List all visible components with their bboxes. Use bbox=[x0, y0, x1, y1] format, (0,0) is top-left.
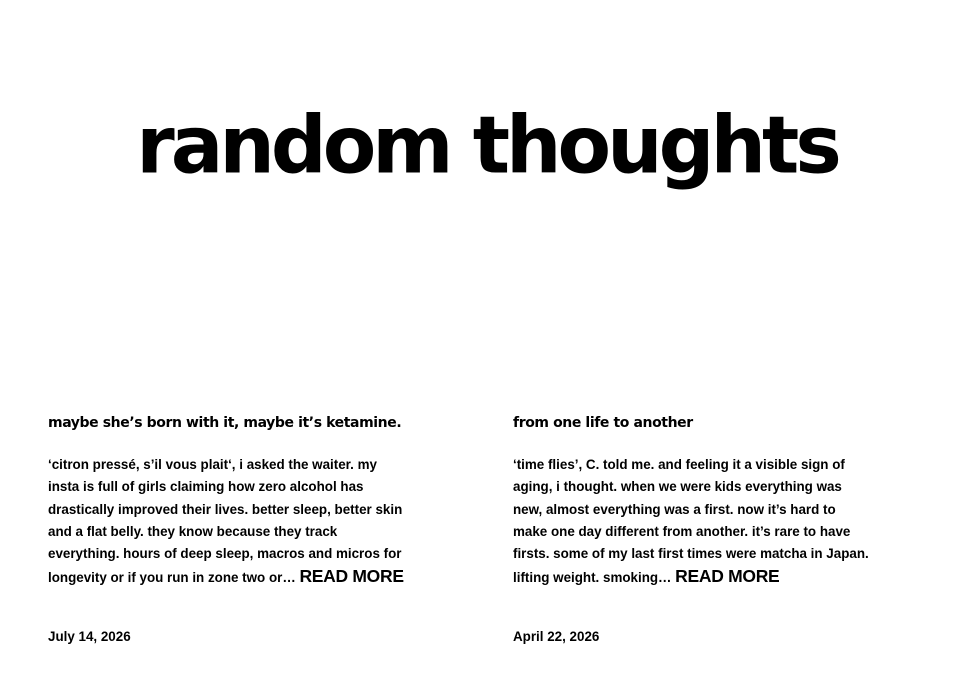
post-card bbox=[513, 412, 913, 590]
post-excerpt bbox=[48, 454, 448, 590]
post-date: July 14, 2026 bbox=[48, 629, 131, 644]
post-title[interactable]: maybe she’s born with it, maybe it’s ketamine. bbox=[48, 415, 402, 431]
site-title: random thoughts bbox=[136, 100, 838, 192]
post-title[interactable]: from one life to another bbox=[513, 415, 693, 431]
read-more-link[interactable]: READ MORE bbox=[299, 566, 404, 587]
read-more-link[interactable]: READ MORE bbox=[675, 566, 780, 587]
post-excerpt-text: ‘citron pressé, s’il vous plait‘, i asked the waiter. my insta is full of girls claiming how zero alcohol has drastically improved their lives. better sleep, better skin and a flat belly. they know because they track everything. hours of deep sleep, macros and micros for longevity or if you run in zone two or… bbox=[48, 457, 403, 586]
post-date: April 22, 2026 bbox=[513, 629, 600, 644]
post-excerpt-text: ‘time flies’, C. told me. and feeling it a visible sign of aging, i thought. when we were kids everything was new, almost everything was a first. now it’s hard to make one day different from another. it’s rare to have firsts. some of my last first times were matcha in Japan. lifting weight. smoking… bbox=[513, 457, 869, 586]
post-excerpt bbox=[513, 454, 913, 590]
post-card bbox=[48, 412, 448, 590]
